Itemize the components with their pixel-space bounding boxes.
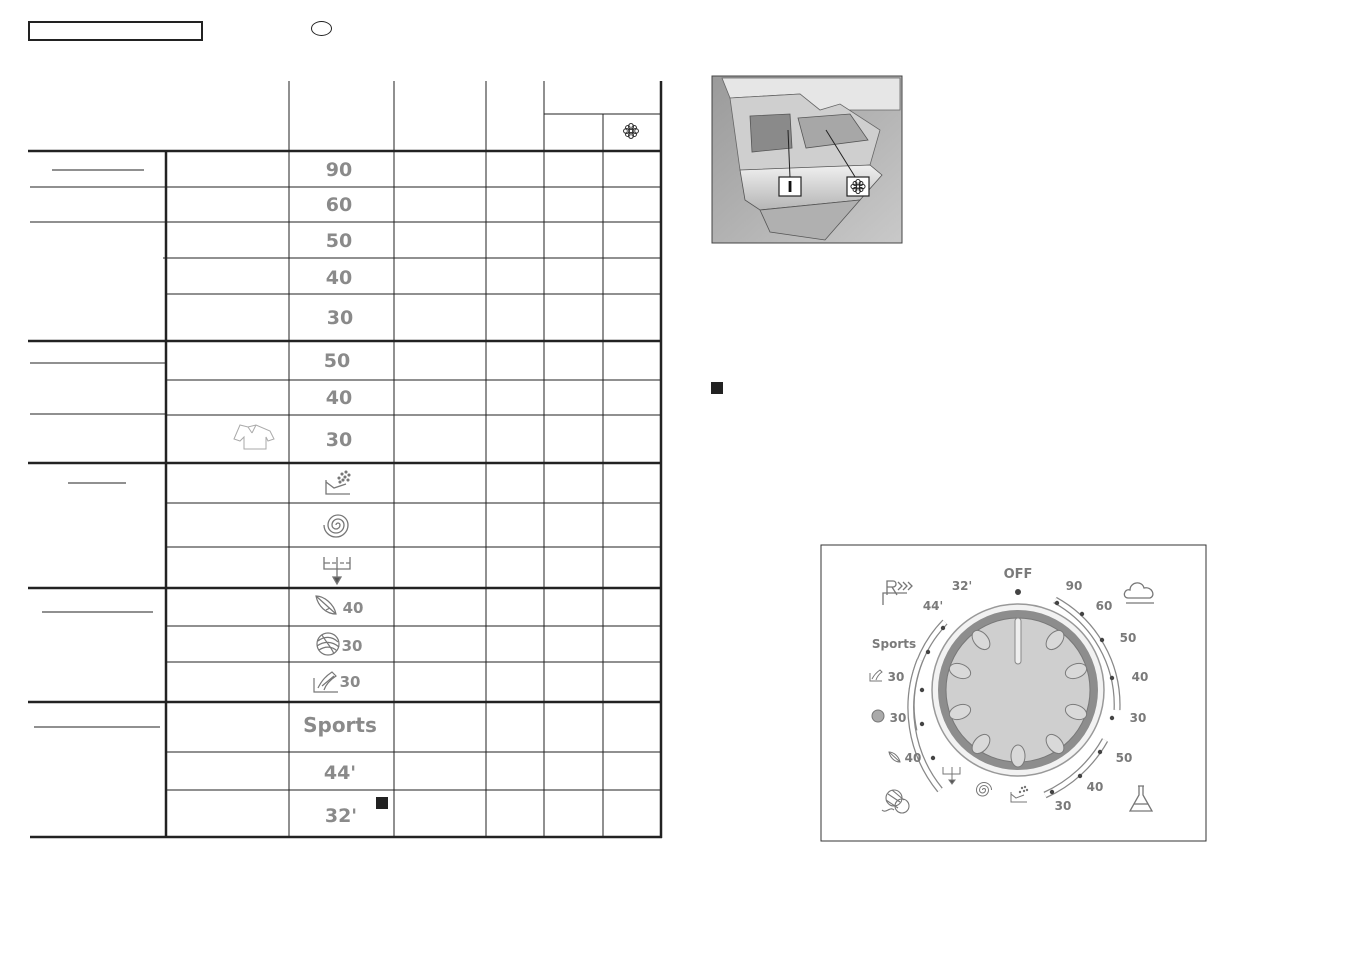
dial-label-40: 40 (1131, 670, 1149, 684)
prog-label-delicate-40: 40 (342, 599, 364, 617)
compartment-1-label: I (787, 178, 793, 196)
rinse-icon (326, 471, 350, 494)
flower-icon (624, 124, 639, 139)
shirt-icon (234, 425, 274, 449)
dial-label-handwash-30: 30 (887, 670, 905, 684)
prog-label-handwash-30: 30 (339, 673, 361, 691)
prog-label-32: 32' (324, 805, 358, 827)
prog-label-60: 60 (325, 194, 353, 216)
dial-label-90: 90 (1065, 579, 1083, 593)
dial-label-wool-30: 30 (889, 711, 907, 725)
prog-label-sports: Sports (303, 713, 377, 737)
prog-label-50: 50 (325, 230, 353, 252)
dial-label-60: 60 (1095, 599, 1113, 613)
programme-labels (303, 159, 377, 827)
prog-label-30: 30 (326, 307, 354, 329)
prog-label-40b: 40 (325, 387, 353, 409)
note-square-marker (376, 797, 388, 809)
dial-label-32: 32' (951, 579, 973, 593)
bullet-square (711, 382, 723, 394)
prog-label-40: 40 (325, 267, 353, 289)
dial-label-50b: 50 (1115, 751, 1133, 765)
dial-label-30: 30 (1129, 711, 1147, 725)
wool-icon (317, 633, 339, 655)
detergent-drawer-illustration (712, 76, 902, 243)
prog-label-50b: 50 (323, 350, 351, 372)
dial-label-50: 50 (1119, 631, 1137, 645)
drain-icon (324, 557, 350, 584)
prog-label-wool-30: 30 (341, 637, 363, 655)
prog-label-90: 90 (325, 159, 353, 181)
dial-label-40b: 40 (1086, 780, 1104, 794)
dial-off-label: OFF (1003, 567, 1033, 582)
spin-icon (324, 515, 348, 537)
dial-label-sports: Sports (871, 637, 917, 651)
dial-label-30b: 30 (1054, 799, 1072, 813)
handwash-icon (314, 672, 338, 692)
dial-label-delicate-40: 40 (904, 751, 922, 765)
dial-wool-icon (872, 710, 884, 722)
dial-label-44: 44' (922, 599, 944, 613)
programme-dial-panel (821, 545, 1206, 841)
prog-label-44: 44' (323, 762, 357, 784)
prog-label-30b: 30 (325, 429, 353, 451)
compartment-2-label-box (847, 177, 869, 196)
feather-icon (316, 596, 336, 614)
